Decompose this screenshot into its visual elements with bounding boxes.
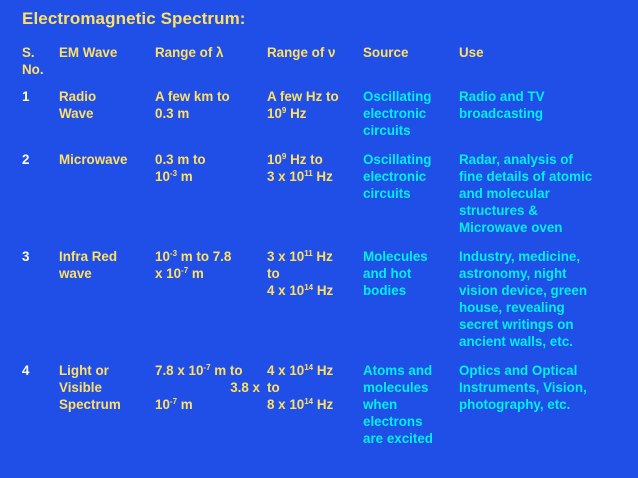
cell-line: Radar, analysis of [459,152,573,167]
cell-line: wave [59,266,92,281]
table-row [18,86,632,149]
cell-lambda [151,360,263,457]
cell-line: secret writings on [459,317,574,332]
cell-use [455,360,632,457]
cell-line: A few Hz to [267,89,339,104]
cell-use [455,246,632,360]
cell-line: 3 x $10^{11}$ Hz [267,249,333,264]
cell-line: are excited [363,431,433,446]
cell-line: Wave [59,106,94,121]
cell-source [359,86,455,149]
em-spectrum-table [18,42,632,457]
cell-line: electrons [363,414,423,429]
table-row [18,149,632,246]
cell-line: 0.3 m to [155,152,206,167]
cell-nu [263,360,359,457]
cell-line: Industry, medicine, [459,249,581,264]
cell-line: $10^9$ Hz [267,106,307,121]
cell-line: fine details of atomic [459,169,593,184]
cell-nu [263,149,359,246]
cell-line: Optics and Optical [459,363,578,378]
cell-line: ancient walls, etc. [459,334,573,349]
cell-line: and molecular [459,186,550,201]
cell-line: 1 [22,89,30,104]
cell-line: Infra Red [59,249,118,264]
cell-line: Radio [59,89,97,104]
cell-line: 3 [22,249,30,264]
cell-line: Spectrum [59,397,121,412]
cell-line: Oscillating [363,152,432,167]
cell-line: $10^{-3}$ m [155,169,193,184]
cell-line: x $10^{-7}$ m [155,266,204,281]
cell-line: structures & [459,203,538,218]
header-em-wave: EM Wave [59,45,118,60]
cell-line: 3.8 x [230,380,260,395]
cell-line: electronic [363,169,427,184]
header-sno: S. No. [22,45,44,77]
cell-source [359,149,455,246]
cell-line: circuits [363,123,411,138]
header-source: Source [363,45,409,60]
cell-line: Light or [59,363,109,378]
cell-nu [263,86,359,149]
cell-line: photography, etc. [459,397,571,412]
header-range-nu: Range of ν [267,45,336,60]
cell-line: Molecules [363,249,428,264]
header-use: Use [459,45,484,60]
header-range-lambda: Range of λ [155,45,224,60]
cell-line: vision device, green [459,283,588,298]
cell-line: $10^{-3}$ m to 7.8 [155,249,232,264]
cell-line: 8 x $10^{14}$ Hz [267,397,334,412]
cell-wave [55,246,151,360]
cell-line: 4 x $10^{14}$ Hz [267,283,334,298]
cell-lambda [151,149,263,246]
cell-line: $10^9$ Hz to [267,152,323,167]
cell-line: 7.8 x $10^{-7}$ m to [155,363,243,378]
cell-line: Radio and TV [459,89,545,104]
cell-source [359,360,455,457]
cell-line: Atoms and [363,363,433,378]
cell-lambda [151,246,263,360]
cell-line: circuits [363,186,411,201]
cell-wave [55,360,151,457]
cell-line: molecules [363,380,429,395]
cell-line: $10^{-7}$ m [155,397,193,412]
cell-line: house, revealing [459,300,565,315]
cell-line: Instruments, Vision, [459,380,587,395]
cell-sno [18,149,55,246]
cell-sno [18,86,55,149]
cell-line: Microwave oven [459,220,563,235]
cell-use [455,149,632,246]
cell-sno [18,246,55,360]
cell-line: to [267,266,280,281]
cell-line: and hot [363,266,412,281]
cell-line: 0.3 m [155,106,190,121]
table-header-row [18,42,632,86]
cell-line: 4 x $10^{14}$ Hz [267,363,334,378]
cell-source [359,246,455,360]
cell-line: Oscillating [363,89,432,104]
cell-line: to [267,380,280,395]
cell-line: 4 [22,363,30,378]
cell-line: when [363,397,398,412]
cell-sno [18,360,55,457]
cell-line: A few km to [155,89,230,104]
cell-line: 2 [22,152,30,167]
cell-line: electronic [363,106,427,121]
cell-lambda [151,86,263,149]
cell-wave [55,149,151,246]
cell-line: 3 x $10^{11}$ Hz [267,169,333,184]
cell-line: astronomy, night [459,266,567,281]
cell-wave [55,86,151,149]
cell-line: Visible [59,380,102,395]
table-row [18,246,632,360]
cell-nu [263,246,359,360]
page-title: Electromagnetic Spectrum: [22,9,246,28]
cell-line: Microwave [59,152,128,167]
table-row [18,360,632,457]
cell-line: bodies [363,283,407,298]
cell-use [455,86,632,149]
cell-line: broadcasting [459,106,544,121]
